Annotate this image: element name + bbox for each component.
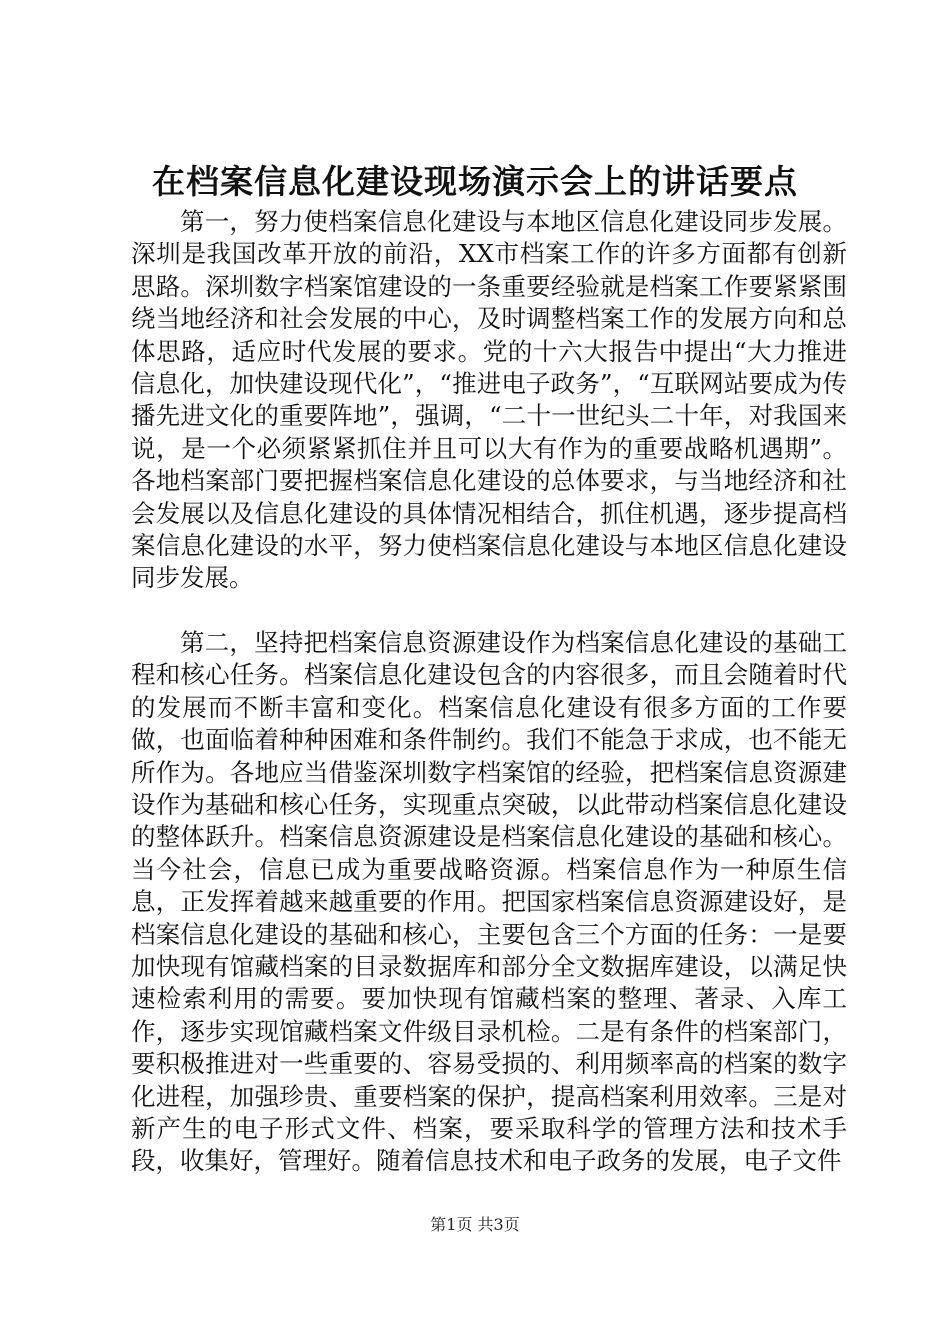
page-number-footer: 第1页 共3页: [430, 1215, 520, 1234]
document-body: [131, 206, 847, 1178]
paragraph-1: 第一，努力使档案信息化建设与本地区信息化建设同步发展。深圳是我国改革开放的前沿，XX市档案工作的许多方面都有创新思路。深圳数字档案馆建设的一条重要经验就是档案工作要紧紧围绕当地经济和社会发展的中心，及时调整档案工作的发展方向和总体思路，适应时代发展的要求。党的十六大报告中提出“大力推进信息化，加快建设现代化”，“推进电子政务”，“互联网站要成为传播先进文化的重要阵地”，强调，“二十一世纪头二十年，对我国来说，是一个必须紧紧抓住并且可以大有作为的重要战略机遇期”。各地档案部门要把握档案信息化建设的总体要求，与当地经济和社会发展以及信息化建设的具体情况相结合，抓住机遇，逐步提高档案信息化建设的水平，努力使档案信息化建设与本地区信息化建设同步发展。: [131, 207, 847, 593]
paragraph-2: 第二，坚持把档案信息资源建设作为档案信息化建设的基础工程和核心任务。档案信息化建设包含的内容很多，而且会随着时代的发展而不断丰富和变化。档案信息化建设有很多方面的工作要做，也面临着种种困难和条件制约。我们不能急于求成，也不能无所作为。各地应当借鉴深圳数字档案馆的经验，把档案信息资源建设作为基础和核心任务，实现重点突破，以此带动档案信息化建设的整体跃升。档案信息资源建设是档案信息化建设的基础和核心。当今社会，信息已成为重要战略资源。档案信息作为一种原生信息，正发挥着越来越重要的作用。把国家档案信息资源建设好，是档案信息化建设的基础和核心，主要包含三个方面的任务：一是要加快现有馆藏档案的目录数据库和部分全文数据库建设，以满足快速检索利用的需要。要加快现有馆藏档案的整理、著录、入库工作，逐步实现馆藏档案文件级目录机检。二是有条件的档案部门，要积极推进对一些重要的、容易受损的、利用频率高的档案的数字化进程，加强珍贵、重要档案的保护，提高档案利用效率。三是对新产生的电子形式文件、档案，要采取科学的管理方法和技术手段，收集好，管理好。随着信息技术和电子政务的发展，电子文件: [131, 627, 847, 1176]
document-title: 在档案信息化建设现场演示会上的讲话要点: [152, 162, 798, 201]
